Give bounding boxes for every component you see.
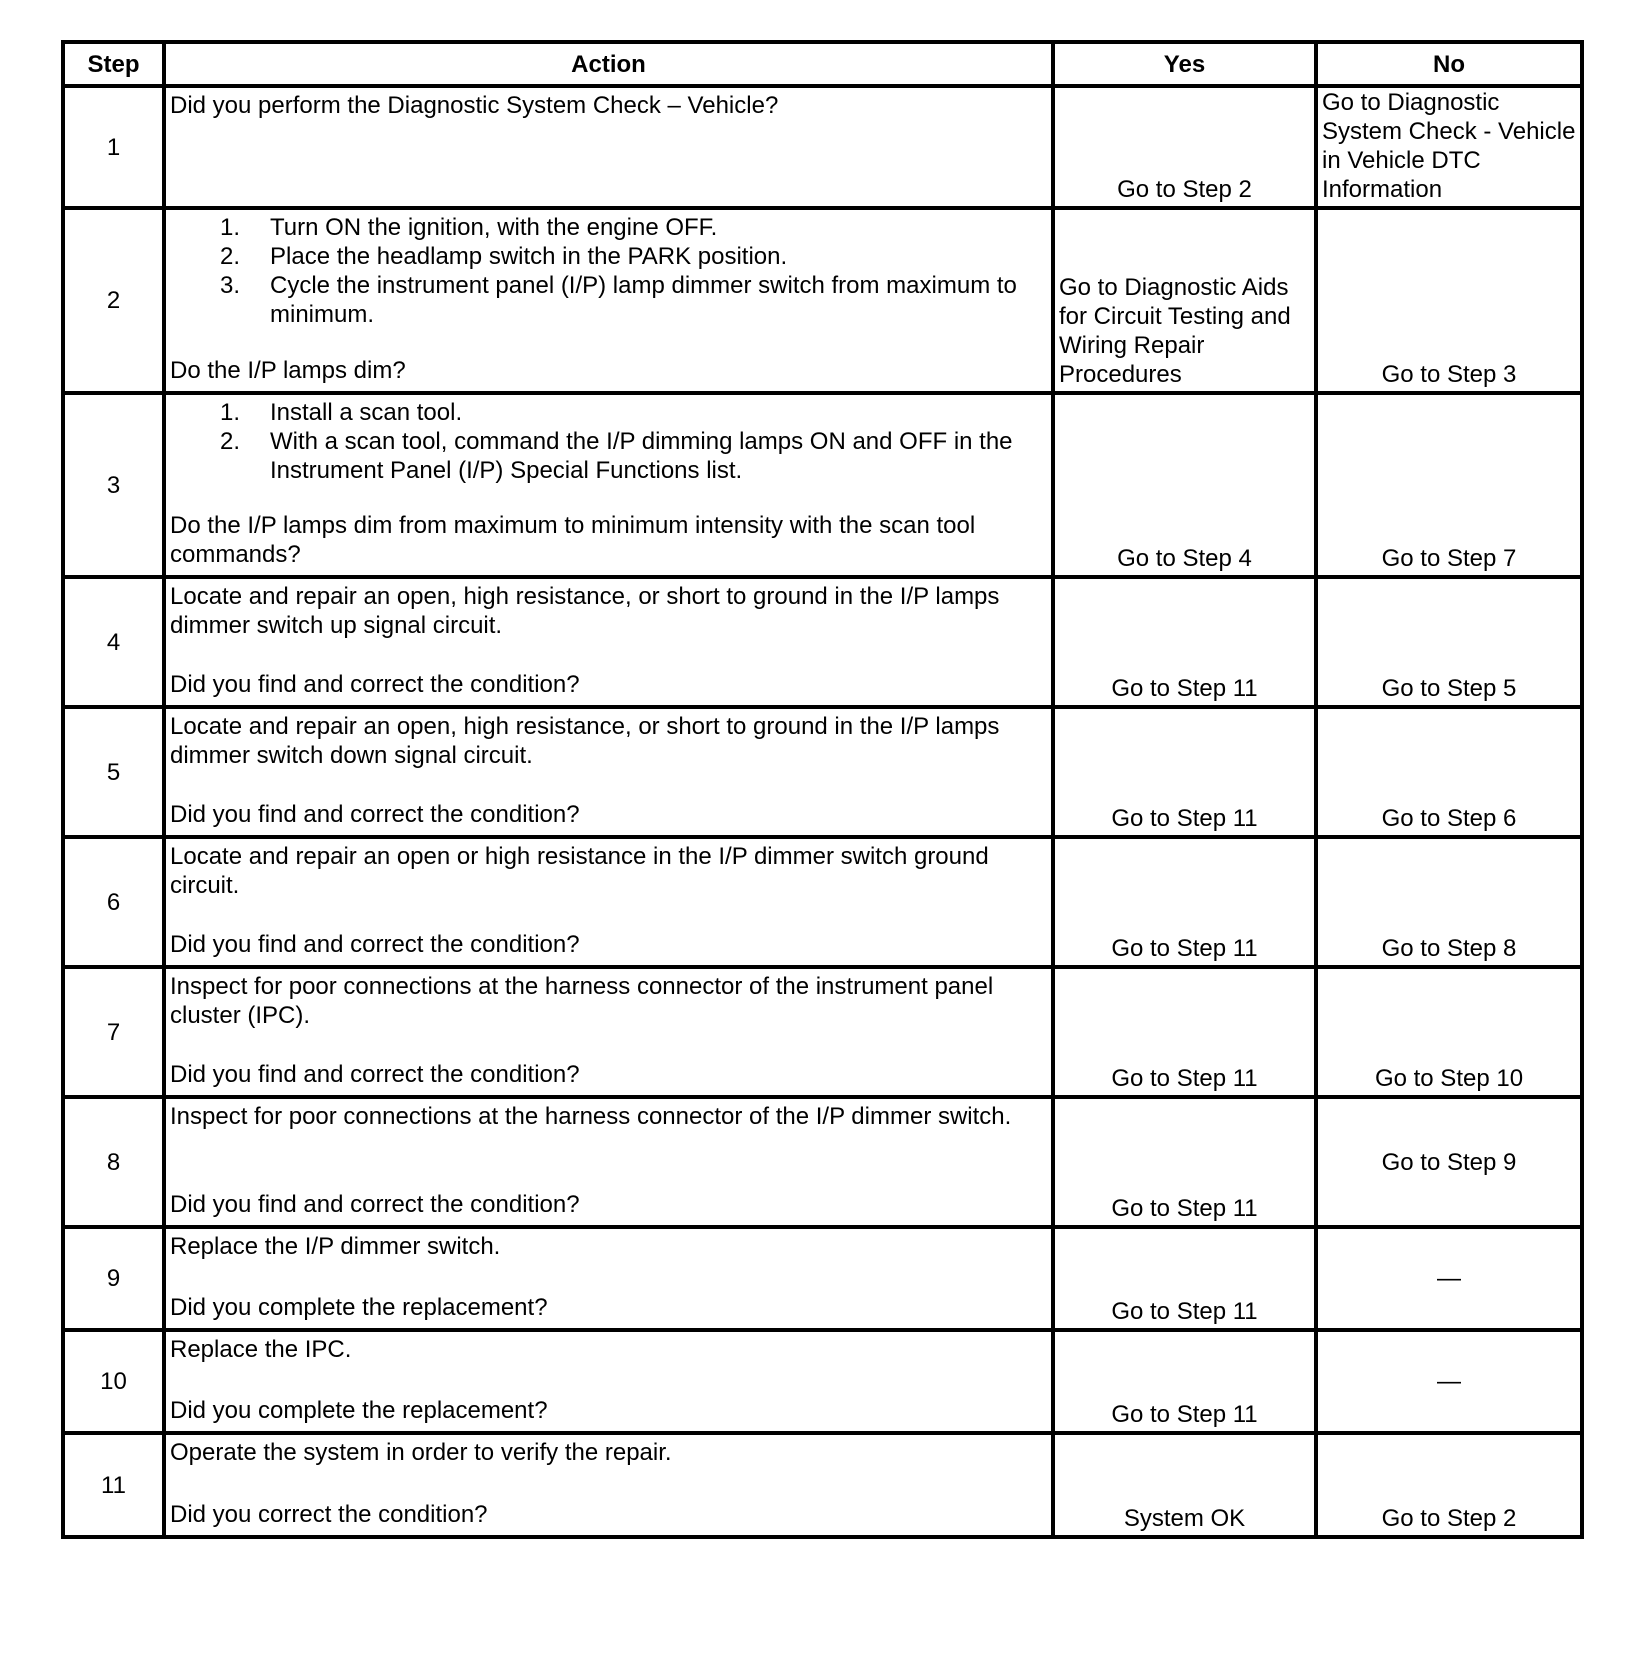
- action-cell: [164, 707, 1053, 837]
- yes-result: Go to Step 11: [1053, 1330, 1316, 1433]
- step-number: 6: [63, 837, 164, 967]
- yes-result: Go to Diagnostic Aids for Circuit Testing and Wiring Repair Procedures: [1053, 208, 1316, 393]
- action-text: Replace the I/P dimmer switch.: [170, 1233, 501, 1260]
- action-text: Locate and repair an open, high resistance, or short to ground in the I/P lamps dimmer switch up signal circuit.: [170, 583, 1000, 639]
- action-text: Replace the IPC.: [170, 1336, 352, 1363]
- step-number: 8: [63, 1097, 164, 1227]
- action-text: Inspect for poor connections at the harness connector of the I/P dimmer switch.: [170, 1103, 1012, 1130]
- table-row: [63, 1330, 1582, 1433]
- action-cell: [164, 86, 1053, 208]
- action-text: Inspect for poor connections at the harness connector of the instrument panel cluster (IPC).: [170, 973, 994, 1029]
- action-cell: [164, 1227, 1053, 1330]
- no-result: Go to Step 5: [1316, 577, 1582, 707]
- step-number: 4: [63, 577, 164, 707]
- no-result: Go to Step 2: [1316, 1433, 1582, 1537]
- action-question: Did you find and correct the condition?: [170, 1061, 580, 1088]
- procedure-item: 1. Turn ON the ignition, with the engine OFF.: [220, 214, 718, 241]
- table-row: [63, 707, 1582, 837]
- yes-result: Go to Step 11: [1053, 837, 1316, 967]
- procedure-item: 2. With a scan tool, command the I/P dimming lamps ON and OFF in the Instrument Panel (I/P) Special Functions list.: [220, 428, 1013, 484]
- step-number: 1: [63, 86, 164, 208]
- step-number: 11: [63, 1433, 164, 1537]
- table-row: [63, 1097, 1582, 1227]
- yes-result: Go to Step 11: [1053, 577, 1316, 707]
- action-question: Do the I/P lamps dim?: [170, 357, 406, 384]
- table-row: [63, 86, 1582, 208]
- action-question: Do the I/P lamps dim from maximum to minimum intensity with the scan tool commands?: [170, 512, 976, 568]
- step-number: 9: [63, 1227, 164, 1330]
- action-question: Did you find and correct the condition?: [170, 801, 580, 828]
- no-result: Go to Step 6: [1316, 707, 1582, 837]
- yes-result: Go to Step 11: [1053, 1097, 1316, 1227]
- action-cell: [164, 208, 1053, 393]
- no-result: Go to Step 7: [1316, 393, 1582, 577]
- action-cell: [164, 577, 1053, 707]
- step-number: 3: [63, 393, 164, 577]
- diagnostic-table: [61, 40, 1584, 1539]
- procedure-item: 3. Cycle the instrument panel (I/P) lamp dimmer switch from maximum to minimum.: [220, 272, 1017, 328]
- header-row: [63, 42, 1582, 86]
- no-result: —: [1316, 1330, 1582, 1433]
- action-cell: [164, 967, 1053, 1097]
- procedure-item: 1. Install a scan tool.: [220, 399, 463, 426]
- table-row: [63, 837, 1582, 967]
- no-result: —: [1316, 1227, 1582, 1330]
- procedure-list: [170, 398, 1047, 485]
- yes-result: Go to Step 11: [1053, 1227, 1316, 1330]
- yes-result: Go to Step 2: [1053, 86, 1316, 208]
- step-number: 2: [63, 208, 164, 393]
- header-no: No: [1316, 42, 1582, 86]
- yes-result: Go to Step 11: [1053, 707, 1316, 837]
- action-cell: [164, 1097, 1053, 1227]
- action-cell: [164, 1330, 1053, 1433]
- action-cell: [164, 837, 1053, 967]
- no-result: Go to Step 9: [1316, 1097, 1582, 1227]
- action-text: Did you perform the Diagnostic System Check – Vehicle?: [170, 92, 779, 119]
- action-question: Did you correct the condition?: [170, 1501, 488, 1528]
- action-question: Did you find and correct the condition?: [170, 1191, 580, 1218]
- no-result: Go to Step 8: [1316, 837, 1582, 967]
- header-action: Action: [164, 42, 1053, 86]
- action-text: Locate and repair an open, high resistance, or short to ground in the I/P lamps dimmer switch down signal circuit.: [170, 713, 1000, 769]
- action-text: Operate the system in order to verify the repair.: [170, 1439, 672, 1466]
- action-question: Did you complete the replacement?: [170, 1397, 548, 1424]
- table-row: [63, 577, 1582, 707]
- table-row: [63, 1433, 1582, 1537]
- no-result: Go to Diagnostic System Check - Vehicle in Vehicle DTC Information: [1316, 86, 1582, 208]
- action-text: Locate and repair an open or high resistance in the I/P dimmer switch ground circuit.: [170, 843, 989, 899]
- yes-result: System OK: [1053, 1433, 1316, 1537]
- yes-result: Go to Step 11: [1053, 967, 1316, 1097]
- table-row: [63, 208, 1582, 393]
- table-row: [63, 967, 1582, 1097]
- action-question: Did you find and correct the condition?: [170, 671, 580, 698]
- yes-result: Go to Step 4: [1053, 393, 1316, 577]
- procedure-item: 2. Place the headlamp switch in the PARK position.: [220, 243, 788, 270]
- header-step: Step: [63, 42, 164, 86]
- step-number: 7: [63, 967, 164, 1097]
- no-result: Go to Step 10: [1316, 967, 1582, 1097]
- table-row: [63, 1227, 1582, 1330]
- header-yes: Yes: [1053, 42, 1316, 86]
- action-cell: [164, 393, 1053, 577]
- action-cell: [164, 1433, 1053, 1537]
- step-number: 5: [63, 707, 164, 837]
- action-question: Did you find and correct the condition?: [170, 931, 580, 958]
- action-question: Did you complete the replacement?: [170, 1294, 548, 1321]
- procedure-list: [170, 213, 1047, 329]
- table-row: [63, 393, 1582, 577]
- no-result: Go to Step 3: [1316, 208, 1582, 393]
- step-number: 10: [63, 1330, 164, 1433]
